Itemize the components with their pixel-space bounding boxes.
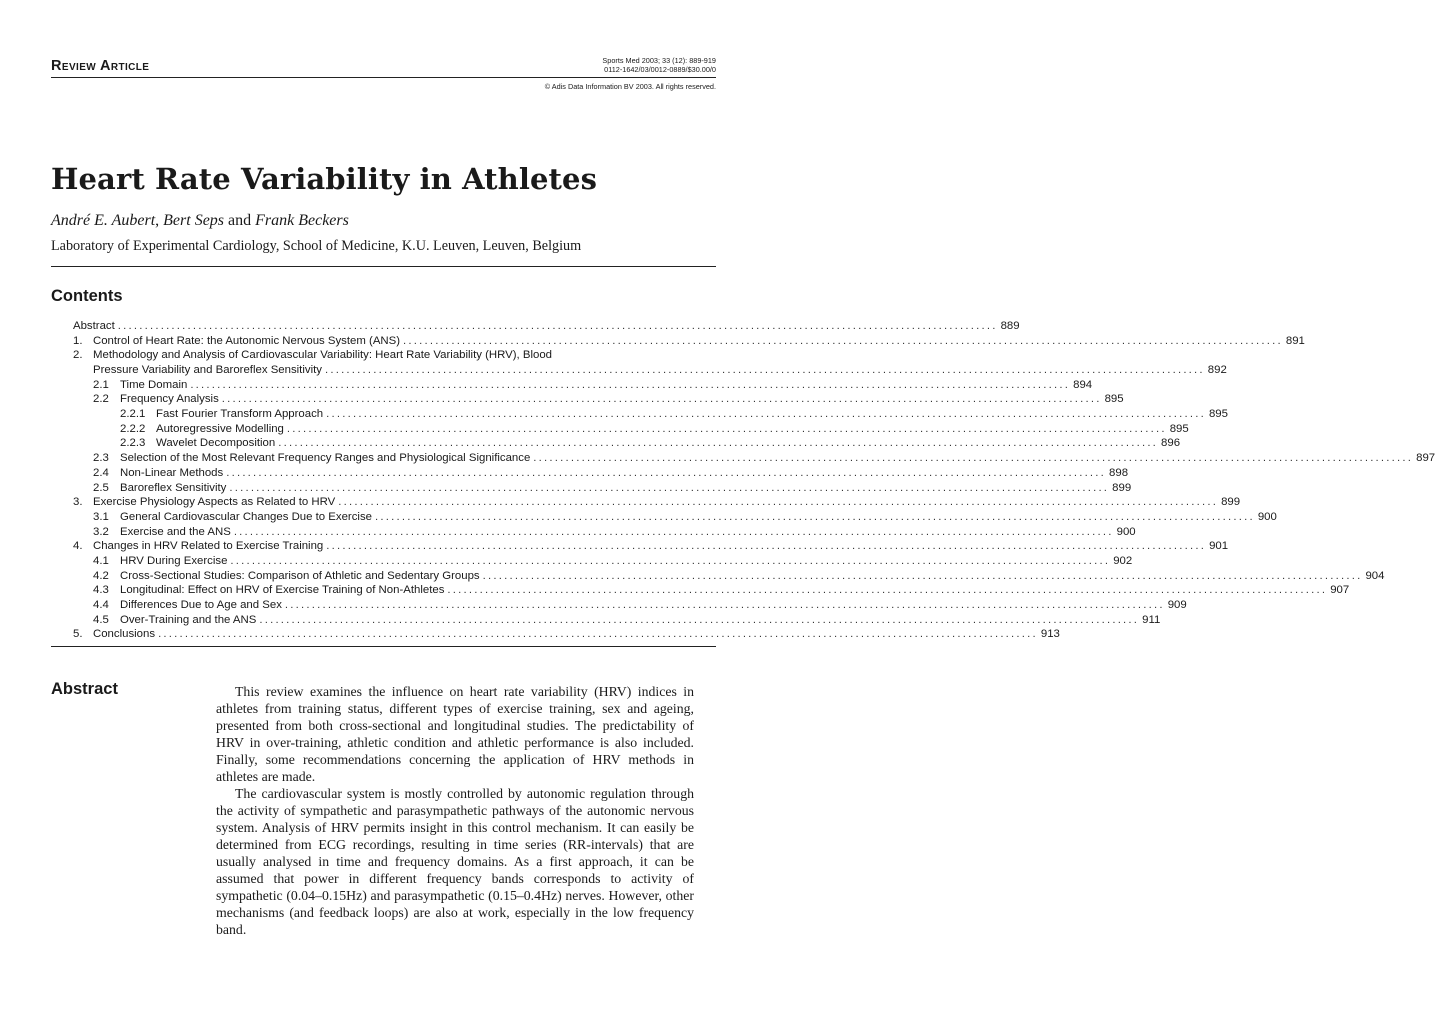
toc-entry[interactable]: [73, 554, 1133, 569]
author-list: [51, 212, 349, 230]
toc-page-number: 901: [1209, 540, 1229, 553]
toc-leader-dots: ....................................................................................................................................................................: [226, 466, 1107, 479]
toc-entry[interactable]: [73, 613, 1161, 628]
abstract-heading: Abstract: [51, 680, 118, 698]
toc-entry[interactable]: [73, 495, 1241, 510]
toc-entry-title: Cross-Sectional Studies: Comparison of Athletic and Sedentary Groups: [120, 569, 480, 582]
toc-entry-number: 4.3: [93, 584, 109, 597]
toc-leader-dots: ....................................................................................................................................................................: [286, 422, 1167, 435]
toc-leader-dots: ....................................................................................................................................................................: [338, 496, 1219, 509]
toc-entry-title: Conclusions: [93, 628, 156, 641]
toc-entry-title: Differences Due to Age and Sex: [120, 599, 282, 612]
toc-entry-title: Exercise and the ANS: [120, 525, 231, 538]
toc-entry[interactable]: [73, 319, 1020, 334]
toc-leader-dots: ....................................................................................................................................................................: [229, 481, 1110, 494]
toc-entry-title: Fast Fourier Transform Approach: [156, 408, 324, 421]
toc-entry-number: 2.2.2: [120, 422, 146, 435]
toc-page-number: 891: [1285, 334, 1305, 347]
toc-entry[interactable]: [73, 569, 1385, 584]
toc-entry[interactable]: [73, 466, 1129, 481]
toc-entry-number: 2.2.1: [120, 408, 146, 421]
toc-leader-dots: ....................................................................................................................................................................: [326, 408, 1206, 421]
toc-entry-number: 4.2: [93, 569, 109, 582]
toc-leader-dots: ....................................................................................................................................................................: [278, 437, 1159, 450]
toc-entry[interactable]: [73, 407, 1228, 422]
toc-leader-dots: ....................................................................................................................................................................: [158, 628, 1038, 641]
toc-leader-dots: ....................................................................................................................................................................: [230, 554, 1111, 567]
toc-entry-title: Selection of the Most Relevant Frequency Ranges and Physiological Significance: [120, 452, 531, 465]
toc-page-number: 898: [1109, 466, 1129, 479]
toc-entry[interactable]: [73, 539, 1229, 554]
toc-entry[interactable]: [73, 525, 1136, 540]
toc-page-number: 895: [1208, 408, 1228, 421]
copyright-notice: © Adis Data Information BV 2003. All rights reserved.: [544, 82, 716, 91]
toc-page-number: 895: [1169, 422, 1189, 435]
toc-entry-title: Non-Linear Methods: [120, 466, 224, 479]
toc-entry-number: 4.1: [93, 554, 109, 567]
title-rule: [51, 266, 716, 267]
toc-entry[interactable]: [73, 510, 1277, 525]
affiliation: Laboratory of Experimental Cardiology, School of Medicine, K.U. Leuven, Leuven, Belgium: [51, 238, 582, 254]
journal-issn-line: 0112-1642/03/0012-0889/$30.00/0: [604, 65, 716, 74]
toc-page-number: 894: [1073, 378, 1093, 391]
toc-entry[interactable]: [73, 378, 1093, 393]
toc-entry-number: 4.5: [93, 613, 109, 626]
abstract-body: [216, 683, 694, 938]
toc-leader-dots: ....................................................................................................................................................................: [221, 393, 1102, 406]
abstract-paragraph: The cardiovascular system is mostly controlled by autonomic regulation through the activity of sympathetic and parasympathetic pathways of the autonomic nervous system. Analysis of HRV permits insight in this control mechanism. It can easily be determined from ECG recordings, resulting in time series (RR-intervals) that are usually analysed in time and frequency domains. As a first approach, it can be assumed that power in different frequency bands corresponds to activity of sympathetic (0.04–0.15Hz) and parasympathetic (0.15–0.4Hz) nerves. However, other mechanisms (and feedback loops) are also at work, especially in the low frequency band.: [216, 786, 694, 937]
toc-entry-number: 1.: [73, 334, 83, 347]
toc-leader-dots: ....................................................................................................................................................................: [403, 334, 1283, 347]
toc-entry-number: 2.4: [93, 466, 109, 479]
toc-entry[interactable]: [73, 451, 1435, 466]
journal-citation-line: Sports Med 2003; 33 (12): 889-919: [602, 56, 716, 65]
toc-entry-number: 4.: [73, 540, 83, 553]
toc-entry-title: Baroreflex Sensitivity: [120, 481, 227, 494]
author-separator: ,: [155, 212, 164, 229]
toc-entry-number: 2.2: [93, 393, 109, 406]
toc-entry-title: HRV During Exercise: [120, 554, 228, 567]
toc-entry-title: Autoregressive Modelling: [156, 422, 284, 435]
toc-entry[interactable]: [73, 348, 695, 363]
toc-leader-dots: ....................................................................................................................................................................: [482, 569, 1363, 582]
toc-entry-title: Frequency Analysis: [120, 393, 219, 406]
author-name: André E. Aubert: [51, 212, 156, 229]
toc-entry-title: Longitudinal: Effect on HRV of Exercise Training of Non-Athletes: [120, 584, 445, 597]
toc-entry[interactable]: [73, 437, 1181, 452]
toc-entry-number: 3.: [73, 496, 83, 509]
article-type-label: Review Article: [51, 58, 150, 74]
abstract-paragraph: This review examines the influence on heart rate variability (HRV) indices in athletes from training status, different types of exercise training, sex and ageing, presented from both cross-sectional and longitudinal studies. The predictability of HRV in over-training, athletic condition and athletic performance is also included. Finally, some recommendations concerning the application of HRV methods in athletes are made.: [216, 684, 694, 784]
toc-entry-title: General Cardiovascular Changes Due to Exercise: [120, 510, 372, 523]
toc-page-number: 895: [1104, 393, 1124, 406]
toc-entry[interactable]: [73, 583, 1350, 598]
journal-citation: [602, 56, 716, 74]
toc-entry[interactable]: [73, 481, 1132, 496]
toc-entry-title: Time Domain: [120, 378, 188, 391]
toc-page-number: 889: [1000, 319, 1020, 332]
toc-entry-title: Exercise Physiology Aspects as Related to HRV: [93, 496, 336, 509]
toc-entry[interactable]: [73, 598, 1187, 613]
toc-page-number: 899: [1112, 481, 1132, 494]
toc-page-number: 896: [1161, 437, 1181, 450]
contents-rule: [51, 646, 716, 647]
author-name: Bert Seps: [163, 212, 225, 229]
toc-page-number: 897: [1416, 452, 1435, 465]
toc-leader-dots: ....................................................................................................................................................................: [259, 613, 1140, 626]
toc-leader-dots: ....................................................................................................................................................................: [447, 584, 1328, 597]
author-separator: and: [224, 212, 256, 229]
toc-page-number: 911: [1142, 613, 1161, 626]
table-of-contents: [73, 319, 1435, 642]
toc-page-number: 892: [1207, 364, 1227, 377]
toc-leader-dots: ....................................................................................................................................................................: [375, 510, 1255, 523]
toc-entry-continuation[interactable]: [73, 363, 1227, 378]
author-name: Frank Beckers: [255, 212, 349, 229]
header-rule: [51, 77, 716, 78]
toc-leader-dots: ....................................................................................................................................................................: [284, 599, 1165, 612]
toc-entry-number: 5.: [73, 628, 83, 641]
toc-page-number: 899: [1221, 496, 1241, 509]
toc-entry-number: 4.4: [93, 599, 109, 612]
toc-page-number: 904: [1365, 569, 1385, 582]
toc-entry-title: Control of Heart Rate: the Autonomic Nervous System (ANS): [93, 334, 401, 347]
toc-entry-title: Wavelet Decomposition: [156, 437, 276, 450]
toc-entry[interactable]: [73, 422, 1189, 437]
toc-entry-number: 2.1: [93, 378, 109, 391]
toc-leader-dots: ....................................................................................................................................................................: [324, 364, 1205, 377]
toc-entry-number: 2.3: [93, 452, 109, 465]
toc-entry[interactable]: [73, 627, 1060, 642]
toc-entry-number: 2.: [73, 349, 83, 362]
toc-entry-title: Methodology and Analysis of Cardiovascular Variability: Heart Rate Variability (HRV), Blood: [93, 349, 552, 362]
article-title: Heart Rate Variability in Athletes: [51, 162, 598, 196]
toc-page-number: 909: [1167, 599, 1187, 612]
toc-entry[interactable]: [73, 392, 1124, 407]
toc-entry-title: Over-Training and the ANS: [120, 613, 257, 626]
toc-entry-number: 3.2: [93, 525, 109, 538]
toc-entry-number: 2.2.3: [120, 437, 146, 450]
toc-entry-number: 3.1: [93, 510, 109, 523]
toc-page-number: 900: [1257, 510, 1277, 523]
toc-leader-dots: ....................................................................................................................................................................: [326, 540, 1207, 553]
toc-page-number: 902: [1113, 554, 1133, 567]
contents-heading: Contents: [51, 287, 123, 305]
toc-leader-dots: ....................................................................................................................................................................: [233, 525, 1114, 538]
toc-leader-dots: ....................................................................................................................................................................: [533, 452, 1414, 465]
toc-entry[interactable]: [73, 334, 1305, 349]
toc-leader-dots: ....................................................................................................................................................................: [190, 378, 1071, 391]
toc-leader-dots: ....................................................................................................................................................................: [117, 319, 998, 332]
toc-page-number: 907: [1330, 584, 1350, 597]
toc-entry-title: Changes in HRV Related to Exercise Training: [93, 540, 324, 553]
toc-entry-number: 2.5: [93, 481, 109, 494]
toc-entry-title: Pressure Variability and Baroreflex Sensitivity: [93, 364, 322, 377]
toc-page-number: 913: [1040, 628, 1060, 641]
toc-page-number: 900: [1116, 525, 1136, 538]
toc-entry-title: Abstract: [73, 319, 115, 332]
